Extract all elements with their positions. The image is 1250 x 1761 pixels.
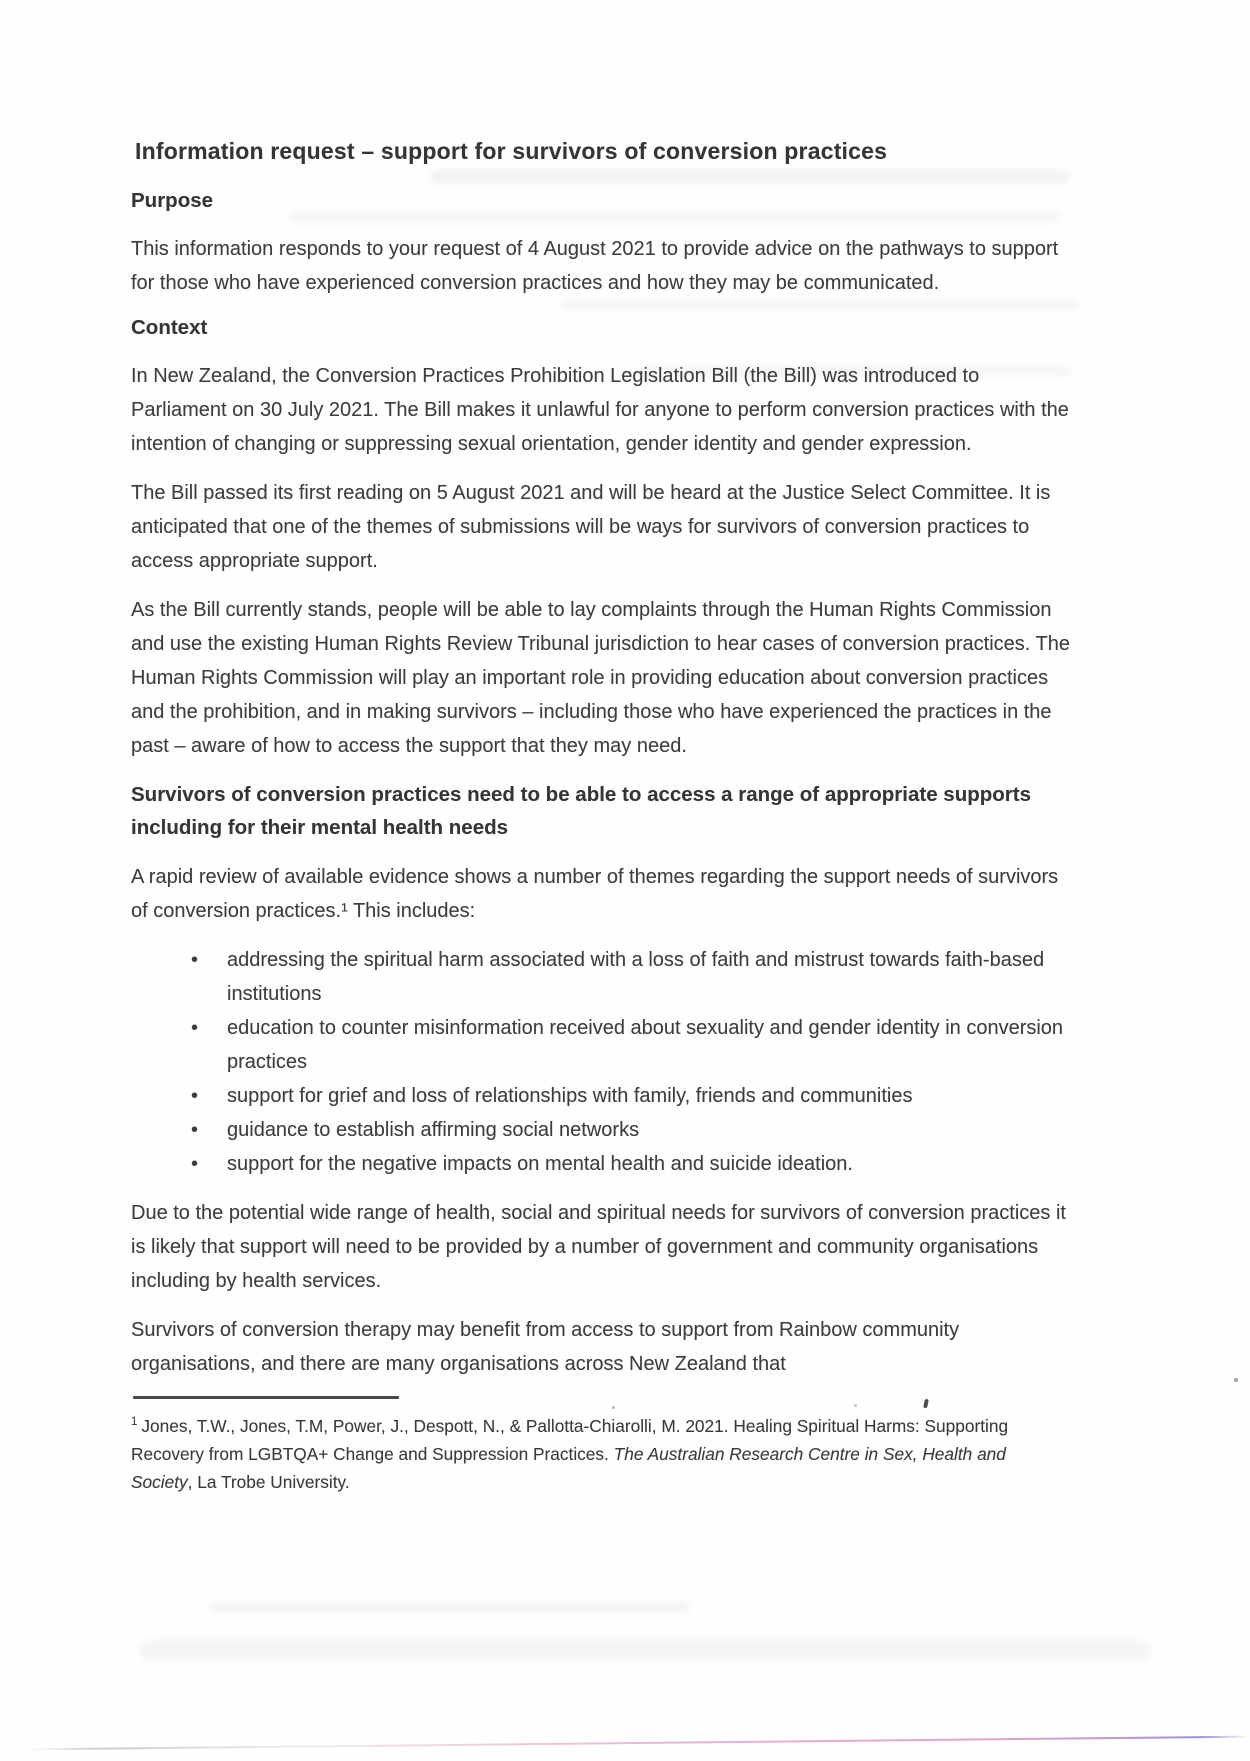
footnote — [131, 1412, 1036, 1496]
list-item: • support for the negative impacts on mental health and suicide ideation. — [227, 1147, 1079, 1181]
footnote-text: Jones, T.W., Jones, T.M, Power, J., Despott, N., & Pallotta-Chiarolli, M. 2021. Healing Spiritual Harms: Supporting Recovery from LGBTQA+ Change and Suppression Practices. — [131, 1415, 1009, 1464]
paragraph-context-1: In New Zealand, the Conversion Practices Prohibition Legislation Bill (the Bill) was introduced to Parliament on 30 July 2021. The Bill makes it unlawful for anyone to perform conversion practices with the intention of changing or suppressing sexual orientation, gender identity and gender expression. — [131, 365, 1069, 455]
paragraph-purpose: This information responds to your request of 4 August 2021 to provide advice on the pathways to support for those who have experienced conversion practices and how they may be communicated. — [131, 238, 1059, 294]
document-title: Information request – support for survivors of conversion practices — [135, 138, 888, 164]
support-needs-list — [131, 943, 1079, 1181]
section-heading-context: Context — [131, 316, 208, 339]
paragraph-context-2: The Bill passed its first reading on 5 August 2021 and will be heard at the Justice Select Committee. It is anticipated that one of the themes of submissions will be ways for survivors of conversion practices to access appropriate support. — [131, 482, 1051, 572]
scan-ghosting — [140, 1640, 1150, 1660]
list-item: • guidance to establish affirming social networks — [227, 1113, 1079, 1147]
scan-ghosting — [210, 1602, 690, 1612]
footnote-marker: 1 — [131, 1415, 138, 1428]
scan-artifact-line — [28, 1736, 1250, 1751]
scan-artifact-dot — [1234, 1378, 1238, 1382]
paragraph-support-intro: A rapid review of available evidence shows a number of themes regarding the support needs of survivors of conversion practices.¹ This includes: — [131, 866, 1059, 922]
section-heading-purpose: Purpose — [131, 189, 214, 212]
list-item: • support for grief and loss of relationships with family, friends and communities — [227, 1079, 1079, 1113]
list-item: • education to counter misinformation received about sexuality and gender identity in conversion practices — [227, 1011, 1079, 1079]
footnote-italic-text: The Australian Research Centre in Sex, Health and Society — [131, 1443, 1006, 1492]
document-content — [131, 136, 1079, 1496]
scan-artifact-dot — [612, 1406, 615, 1409]
paragraph-context-3: As the Bill currently stands, people will be able to lay complaints through the Human Rights Commission and use the existing Human Rights Review Tribunal jurisdiction to hear cases of conversion practices. The Human Rights Commission will play an important role in providing education about conversion practices and the prohibition, and in making survivors – including those who have experienced the practices in the past – aware of how to access the support that they may need. — [131, 599, 1070, 757]
section-heading-survivors-support: Survivors of conversion practices need to be able to access a range of appropriate supports including for their mental health needs — [131, 783, 1031, 839]
scan-artifact-dot — [854, 1404, 857, 1407]
paragraph-support-range: Due to the potential wide range of health, social and spiritual needs for survivors of conversion practices it is likely that support will need to be provided by a number of government and community organisations including by health services. — [131, 1202, 1066, 1292]
paragraph-rainbow-orgs: Survivors of conversion therapy may benefit from access to support from Rainbow community organisations, and there are many organisations across New Zealand that — [131, 1319, 960, 1375]
footnote-text-suffix: , La Trobe University. — [187, 1471, 350, 1492]
footnote-divider — [133, 1396, 399, 1399]
list-item: • addressing the spiritual harm associated with a loss of faith and mistrust towards faith-based institutions — [227, 943, 1079, 1011]
